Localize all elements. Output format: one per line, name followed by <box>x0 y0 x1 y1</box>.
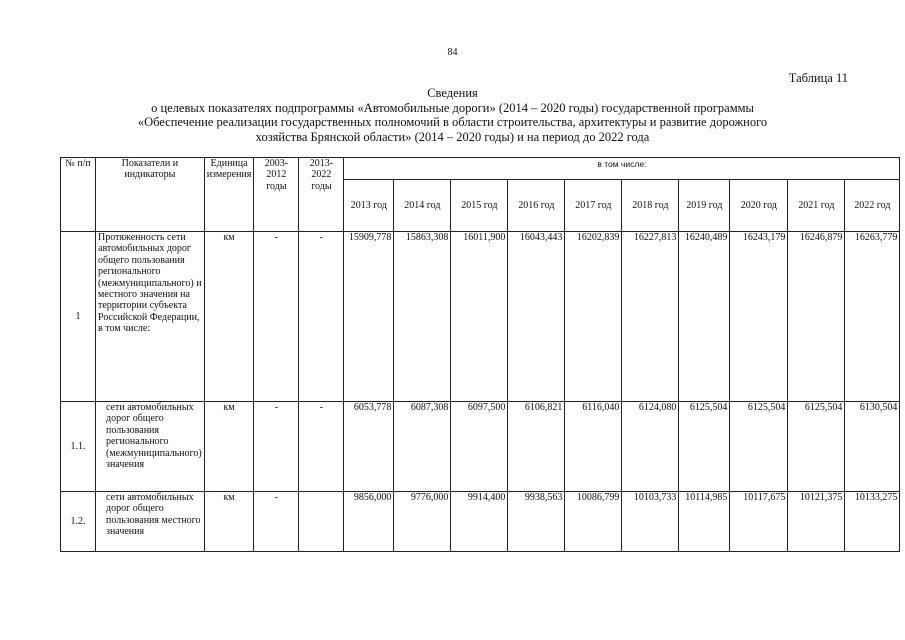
row-number: 1 <box>61 232 96 402</box>
row-value: 10117,675 <box>730 492 788 552</box>
row-period-2003: - <box>254 492 299 552</box>
row-period-2013 <box>299 492 344 552</box>
row-value: 16246,879 <box>788 232 845 402</box>
heading-line-1: Сведения <box>427 86 478 100</box>
header-year: 2022 год <box>845 180 900 232</box>
indicators-table <box>60 157 900 552</box>
row-unit: км <box>204 232 254 402</box>
document-heading <box>0 86 905 144</box>
header-year: 2018 год <box>622 180 679 232</box>
row-indicator: сети автомобильных дорог общего пользования регионального (межмуниципального) значения <box>96 402 205 492</box>
row-value: 16263,779 <box>845 232 900 402</box>
row-period-2003: - <box>254 402 299 492</box>
row-number: 1.2. <box>61 492 96 552</box>
row-value: 9856,000 <box>344 492 394 552</box>
row-value: 6106,821 <box>508 402 565 492</box>
row-number: 1.1. <box>61 402 96 492</box>
header-year: 2019 год <box>679 180 730 232</box>
table-label: Таблица 11 <box>788 71 848 85</box>
row-indicator: сети автомобильных дорог общего пользования местного значения <box>96 492 205 552</box>
header-year: 2020 год <box>730 180 788 232</box>
header-unit: Единица измерения <box>204 158 254 232</box>
row-unit: км <box>204 402 254 492</box>
header-period-2003: 2003-2012 годы <box>254 158 299 232</box>
row-value: 15909,778 <box>344 232 394 402</box>
row-value: 16202,839 <box>565 232 622 402</box>
row-value: 10103,733 <box>622 492 679 552</box>
row-value: 6125,504 <box>788 402 845 492</box>
row-value: 6125,504 <box>679 402 730 492</box>
row-value: 9776,000 <box>394 492 451 552</box>
table-row <box>61 402 900 492</box>
heading-line-4: хозяйства Брянской области» (2014 – 2020 годы) и на период до 2022 года <box>255 129 650 144</box>
row-period-2013: - <box>299 402 344 492</box>
row-indicator: Протяженность сети автомобильных дорог общего пользования регионального (межмуниципального) и местного значения на территории субъекта Российской Федерации, в том числе: <box>96 232 205 402</box>
page-number: 84 <box>447 47 458 58</box>
row-value: 10133,275 <box>845 492 900 552</box>
table-row <box>61 232 900 402</box>
row-period-2003: - <box>254 232 299 402</box>
table-row <box>61 492 900 552</box>
header-num: № п/п <box>61 158 96 232</box>
heading-line-3: «Обеспечение реализации государственных полномочий в области строительства, архитектуры и развитие дорожного <box>137 115 768 129</box>
row-value: 6116,040 <box>565 402 622 492</box>
row-value: 10121,375 <box>788 492 845 552</box>
row-value: 16011,900 <box>451 232 508 402</box>
row-value: 6087,308 <box>394 402 451 492</box>
row-value: 6125,504 <box>730 402 788 492</box>
header-year: 2021 год <box>788 180 845 232</box>
header-year: 2013 год <box>344 180 394 232</box>
row-value: 10086,799 <box>565 492 622 552</box>
row-period-2013: - <box>299 232 344 402</box>
row-value: 6053,778 <box>344 402 394 492</box>
row-value: 16240,489 <box>679 232 730 402</box>
header-indicator: Показатели и индикаторы <box>96 158 205 232</box>
row-value: 6130,504 <box>845 402 900 492</box>
header-period-2013: 2013-2022 годы <box>299 158 344 232</box>
row-value: 15863,308 <box>394 232 451 402</box>
row-value: 9914,400 <box>451 492 508 552</box>
header-year: 2014 год <box>394 180 451 232</box>
row-value: 6124,080 <box>622 402 679 492</box>
row-value: 16243,179 <box>730 232 788 402</box>
row-value: 10114,985 <box>679 492 730 552</box>
header-year: 2015 год <box>451 180 508 232</box>
header-year: 2017 год <box>565 180 622 232</box>
header-including: в том числе: <box>344 158 900 180</box>
row-value: 6097,500 <box>451 402 508 492</box>
row-unit: км <box>204 492 254 552</box>
header-year: 2016 год <box>508 180 565 232</box>
row-value: 9938,563 <box>508 492 565 552</box>
row-value: 16043,443 <box>508 232 565 402</box>
row-value: 16227,813 <box>622 232 679 402</box>
heading-line-2: о целевых показателях подпрограммы «Автомобильные дороги» (2014 – 2020 годы) государственной программы <box>151 100 754 115</box>
